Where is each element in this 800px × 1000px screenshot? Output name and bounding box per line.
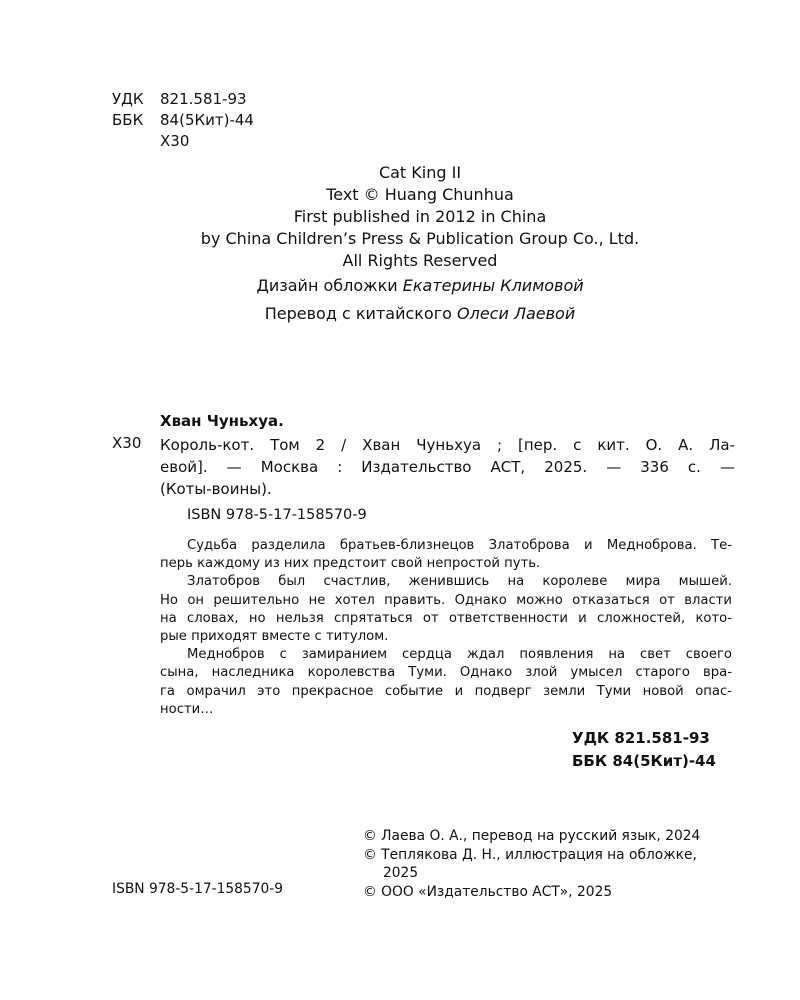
cutter-row <box>112 131 254 152</box>
bbk-value: 84(5Кит)-44 <box>160 111 254 129</box>
bbk-code: ББК 84(5Кит)-44 <box>572 752 716 770</box>
annotation-line: га омрачил это прекрасное событие и подверг земли Туми новой опас- <box>160 683 732 699</box>
udk-code: УДК 821.581-93 <box>572 729 710 747</box>
cover-designer-name: Екатерины Климовой <box>402 276 584 295</box>
bibliographic-description <box>160 434 735 500</box>
translation-prefix: Перевод с китайского <box>264 304 452 323</box>
udk-row <box>112 89 254 110</box>
annotation <box>160 537 732 719</box>
bbk-row <box>112 110 254 131</box>
library-codes <box>112 89 254 152</box>
translation-copyright: © Лаева О. А., перевод на русский язык, 2024 <box>363 828 701 844</box>
bib-line: евой]. — Москва : Издательство АСТ, 2025. — 336 с. — <box>160 458 735 476</box>
translator-name: Олеси Лаевой <box>457 304 576 323</box>
annotation-line: на словах, но нельзя спрятаться от ответственности и сложностей, кото- <box>160 610 732 626</box>
annotation-line: Но он решительно не хотел править. Однако можно отказаться от власти <box>160 592 732 608</box>
cover-design-prefix: Дизайн обложки <box>256 276 398 295</box>
original-text-copyright: Text © Huang Chunhua <box>326 185 514 204</box>
copyright-notices <box>363 827 700 901</box>
first-published: First published in 2012 in China <box>293 207 547 226</box>
cover-design-credit <box>100 275 740 297</box>
illustration-copyright: © Теплякова Д. Н., иллюстрация на обложке, <box>363 846 697 863</box>
annotation-line: Судьба разделила братьев-близнецов Златоброва и Медноброва. Те- <box>187 538 732 553</box>
annotation-line: Меднобров с замиранием сердца ждал появления на свет своего <box>187 647 732 663</box>
translation-credit <box>100 303 740 325</box>
annotation-line: перь каждому из них предстоит свой непростой путь. <box>160 556 541 572</box>
bib-cutter: Х30 <box>112 434 142 452</box>
isbn-footer: ISBN 978-5-17-158570-9 <box>112 881 284 897</box>
annotation-line: Златобров был счастлив, женившись на королеве мира мышей. <box>187 574 732 590</box>
cutter-code: Х30 <box>160 132 190 150</box>
classification-codes <box>572 727 716 773</box>
annotation-line: сына, наследника королевства Туми. Однако злой умысел старого вра- <box>160 665 732 681</box>
bib-line: Король-кот. Том 2 / Хван Чуньхуа ; [пер. с кит. О. А. Ла- <box>160 436 735 454</box>
udk-value: 821.581-93 <box>160 90 247 108</box>
original-edition-imprint <box>100 162 740 272</box>
bib-isbn: ISBN 978-5-17-158570-9 <box>187 507 367 523</box>
publisher-copyright: © ООО «Издательство АСТ», 2025 <box>363 883 613 900</box>
bbk-label: ББК <box>112 111 144 129</box>
bib-author: Хван Чуньхуа. <box>160 412 284 430</box>
original-title: Cat King II <box>378 163 462 182</box>
annotation-line: ности… <box>160 701 214 717</box>
illustration-copyright-year: 2025 <box>383 865 419 881</box>
original-publisher: by China Children’s Press & Publication Group Co., Ltd. <box>200 229 640 248</box>
bib-line: (Коты-воины). <box>160 480 272 498</box>
annotation-line: рые приходят вместе с титулом. <box>160 629 389 645</box>
udk-label: УДК <box>112 90 144 108</box>
rights-reserved: All Rights Reserved <box>342 251 498 270</box>
